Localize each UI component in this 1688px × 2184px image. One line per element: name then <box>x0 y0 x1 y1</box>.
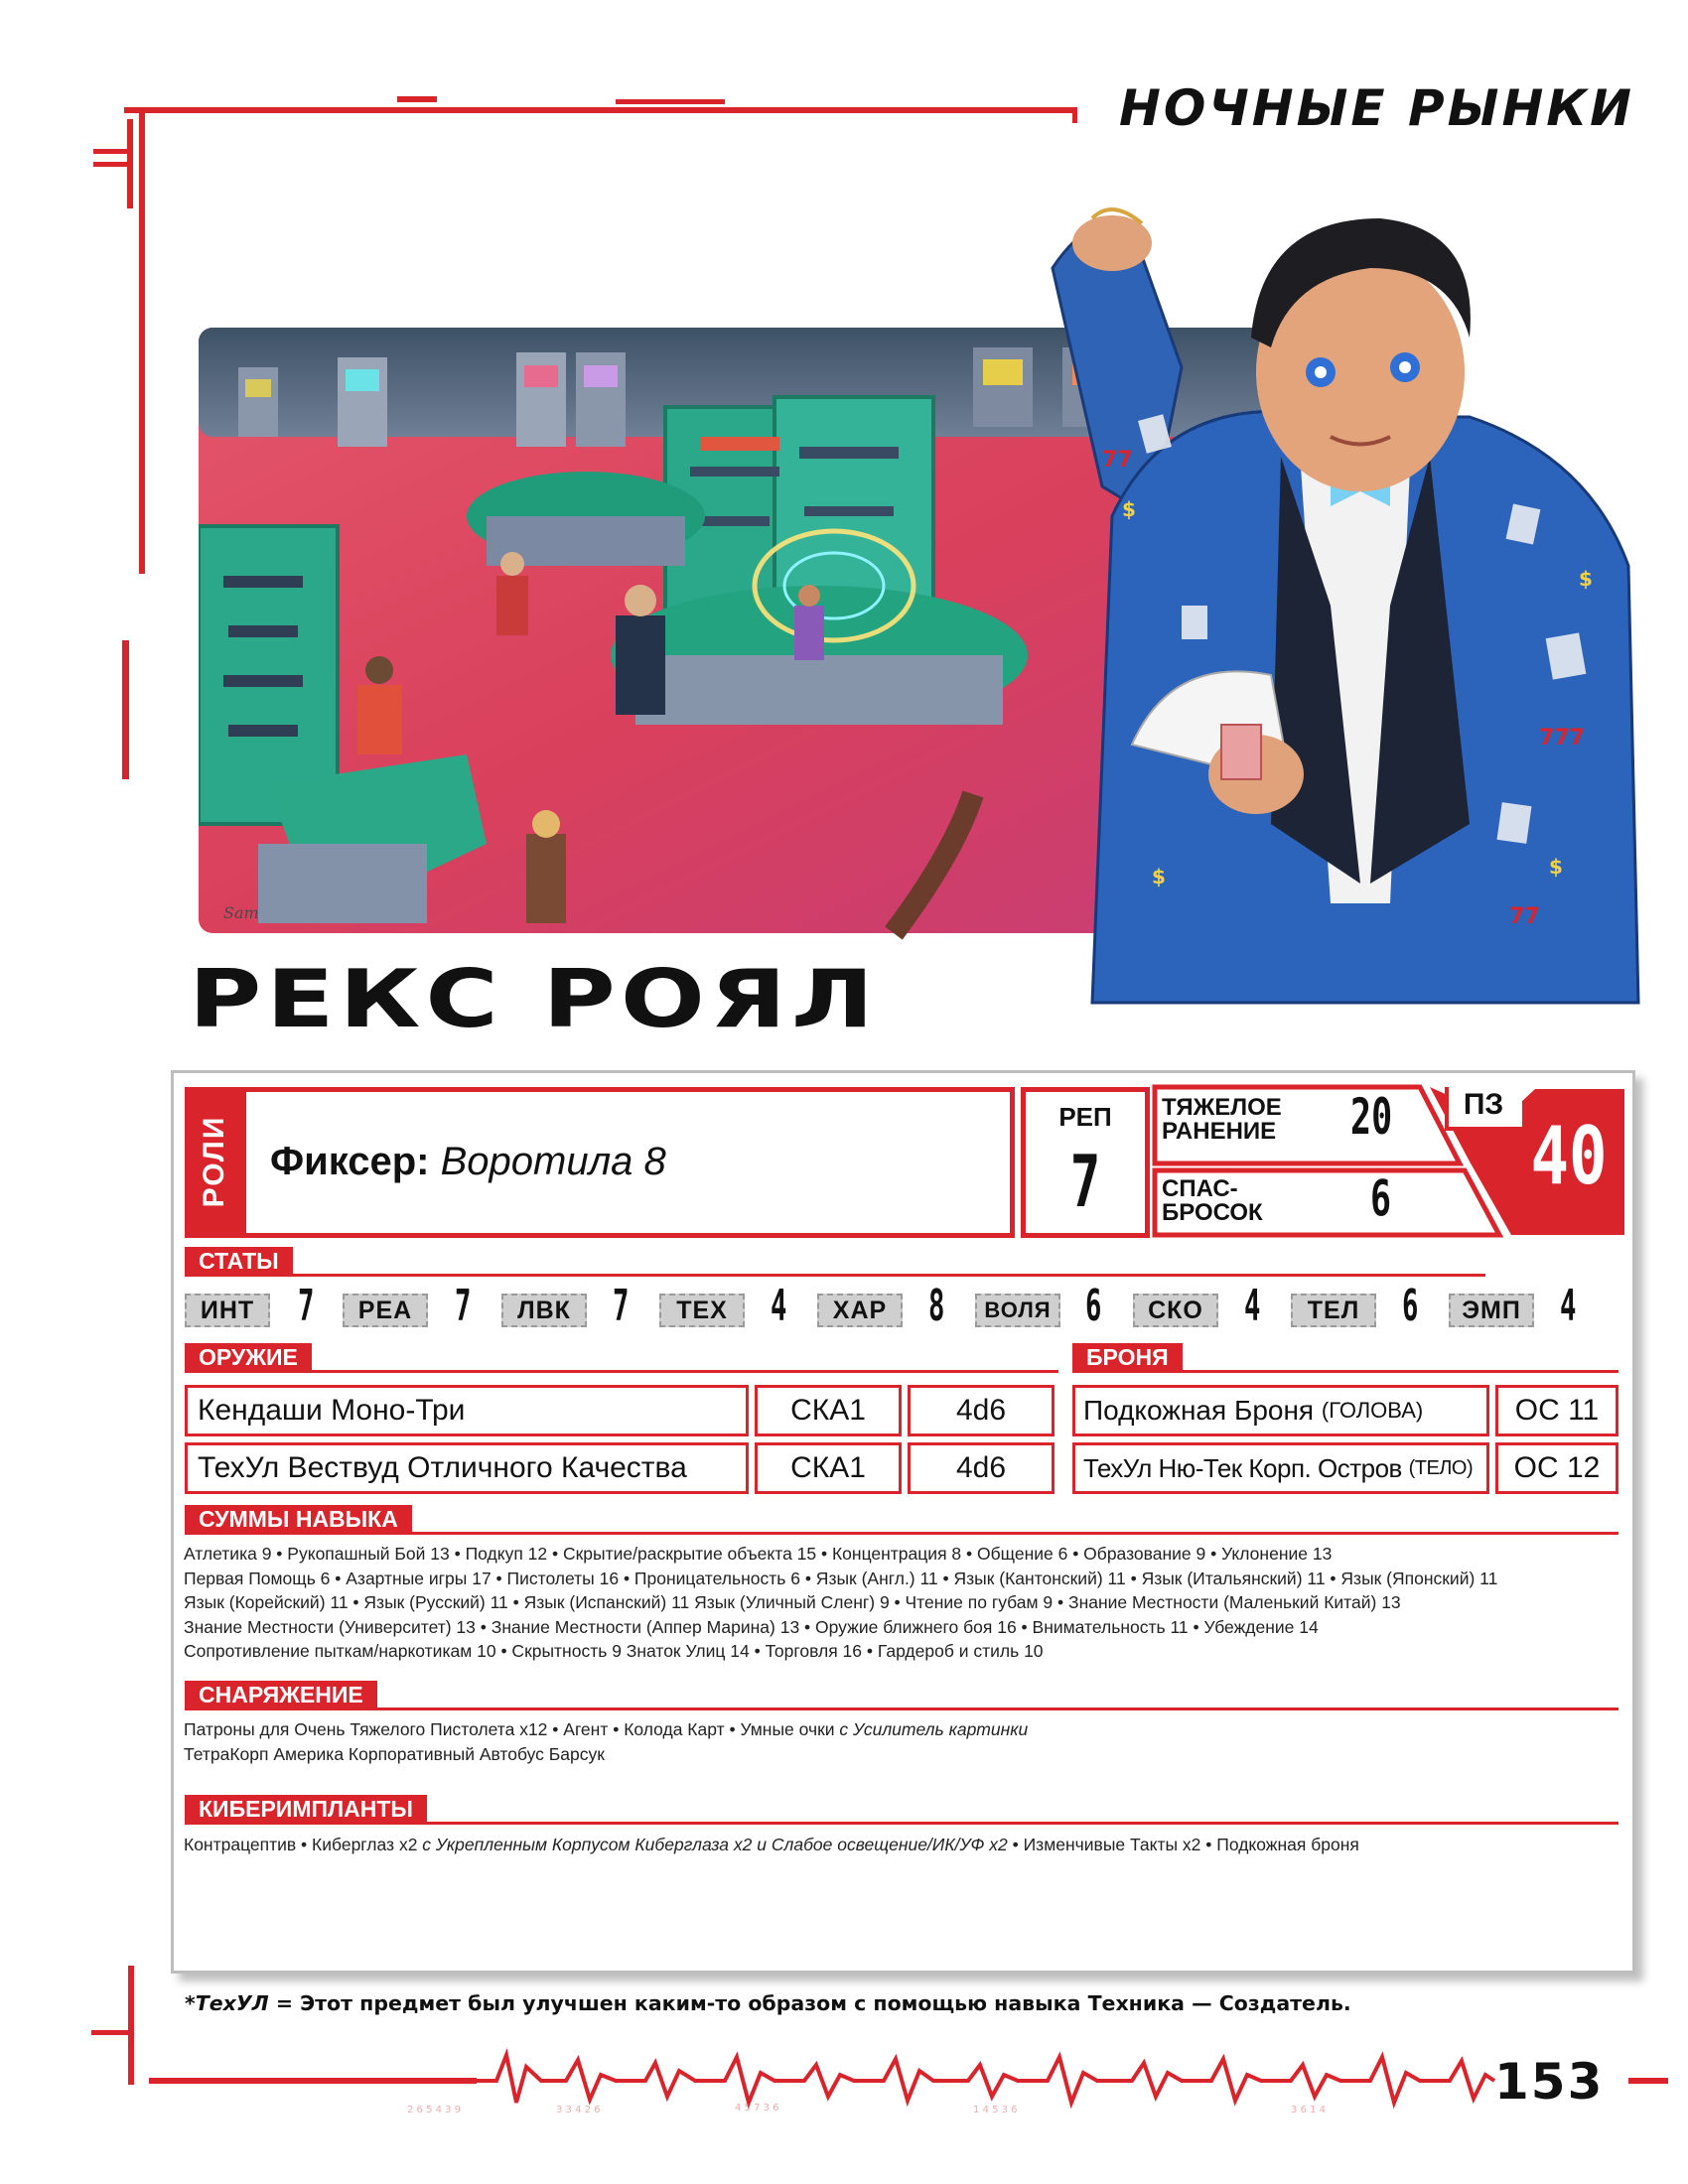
svg-text:$: $ <box>1579 567 1593 591</box>
footnote-term: *ТехУЛ <box>185 1991 269 2015</box>
page-number: 153 <box>1494 2053 1605 2111</box>
serious-wound-label-line2: РАНЕНИЕ <box>1162 1118 1277 1145</box>
gear-upgrade: с Усилитель картинки <box>839 1719 1029 1739</box>
rex-royal-portrait <box>1033 189 1658 1023</box>
armor-row-1-location: (ГОЛОВА) <box>1321 1398 1424 1423</box>
armor-row-2-label: ТехУл Ню-Тек Корп. Остров <box>1083 1452 1402 1483</box>
stat-value-emp: 4 <box>1560 1281 1577 1331</box>
weapon-row-1-rof: СКА1 <box>755 1385 902 1436</box>
weapons-section-label: ОРУЖИЕ <box>185 1343 312 1371</box>
svg-text:77: 77 <box>1509 904 1540 929</box>
weapon-row-1-name: Кендаши Моно-Три <box>185 1385 749 1436</box>
weapon-row-2-damage: 4d6 <box>908 1442 1055 1494</box>
role-class: Фиксер: <box>270 1140 430 1183</box>
hp-label: ПЗ <box>1463 1088 1504 1121</box>
stat-label-will: ВОЛЯ <box>975 1294 1060 1327</box>
weapons-divider <box>185 1370 1058 1373</box>
footnote-text: = Этот предмет был улучшен каким-то образом с помощью навыка Техника — Создатель. <box>275 1991 1351 2015</box>
chapter-title: НОЧНЫЕ РЫНКИ <box>1119 79 1634 137</box>
death-save-label-line1: СПАС- <box>1162 1175 1238 1202</box>
stats-divider <box>185 1274 1485 1277</box>
stat-value-int: 7 <box>298 1281 315 1331</box>
role-text <box>270 1140 666 1184</box>
armor-row-1-label: Подкожная Броня <box>1083 1395 1315 1426</box>
stat-label-tech: ТЕХ <box>659 1294 745 1327</box>
svg-text:3 6 1 4: 3 6 1 4 <box>1291 2105 1326 2116</box>
skills-line: Знание Местности (Университет) 13 • Знание Местности (Аппер Марина) 13 • Оружие ближнего боя 16 • Внимательность 11 • Убеждение 14 <box>184 1616 1319 1637</box>
cyberware-divider <box>185 1822 1618 1825</box>
cyberware-part-2: с Укрепленным Корпусом Киберглаза x2 и Слабое освещение/ИК/УФ x2 <box>422 1835 1008 1854</box>
serious-wound-label-line1: ТЯЖЕЛОЕ <box>1162 1094 1282 1121</box>
skills-line: Сопротивление пыткам/наркотикам 10 • Скрытность 9 Знаток Улиц 14 • Торговля 16 • Гардероб и стиль 10 <box>184 1641 1044 1661</box>
character-name: РЕКС РОЯЛ <box>189 953 879 1045</box>
weapon-row-2-rof: СКА1 <box>755 1442 902 1494</box>
death-save-value: 6 <box>1370 1169 1392 1227</box>
skills-line: Первая Помощь 6 • Азартные игры 17 • Пистолеты 16 • Проницательность 6 • Язык (Англ.) 11 • Язык (Кантонский) 11 • Язык (Итальянский) 11 • Язык (Японский) 11 <box>184 1568 1498 1588</box>
svg-text:$: $ <box>1152 865 1166 888</box>
footnote <box>185 1991 1351 2015</box>
stat-value-rea: 7 <box>455 1281 472 1331</box>
cyberware-part-3: • Изменчивые Такты x2 • Подкожная броня <box>1012 1835 1359 1854</box>
gear-section-label: СНАРЯЖЕНИЕ <box>185 1681 377 1708</box>
stat-value-dex: 7 <box>613 1281 630 1331</box>
svg-text:$: $ <box>1549 855 1563 879</box>
armor-row-2-location: (ТЕЛО) <box>1408 1456 1474 1479</box>
stat-label-move: СКО <box>1133 1294 1218 1327</box>
gear-items: Патроны для Очень Тяжелого Пистолета x12 • Агент • Колода Карт • Умные очки <box>184 1719 835 1739</box>
armor-section-label: БРОНЯ <box>1072 1343 1183 1371</box>
skills-list <box>184 1542 1604 1664</box>
armor-row-2-name <box>1072 1442 1489 1494</box>
cyberware-list <box>184 1833 1604 1857</box>
gear-list <box>184 1717 1604 1766</box>
cyberware-section-label: КИБЕРИМПЛАНТЫ <box>185 1795 427 1823</box>
rep-label: РЕП <box>1058 1102 1112 1132</box>
skills-line: Язык (Корейский) 11 • Язык (Русский) 11 • Язык (Испанский) 11 Язык (Уличный Сленг) 9 • Чтение по губам 9 • Знание Местности (Маленький Китай) 13 <box>184 1592 1401 1612</box>
gear-line-2: ТетраКорп Америка Корпоративный Автобус Барсук <box>184 1743 605 1764</box>
stat-label-dex: ЛВК <box>501 1294 587 1327</box>
role-label-text: РОЛИ <box>198 1115 230 1208</box>
hp-value: 40 <box>1530 1110 1608 1202</box>
svg-text:1 4 5 3 6: 1 4 5 3 6 <box>973 2105 1018 2116</box>
svg-text:$: $ <box>1122 497 1136 521</box>
svg-text:77: 77 <box>1102 448 1133 473</box>
stat-label-emp: ЭМП <box>1449 1294 1534 1327</box>
armor-row-2-sp: ОС 12 <box>1495 1442 1618 1494</box>
svg-text:3 3 4 2 6: 3 3 4 2 6 <box>556 2105 601 2116</box>
stat-label-body: ТЕЛ <box>1291 1294 1376 1327</box>
rep-value: 7 <box>1069 1140 1101 1223</box>
armor-row-1-name <box>1072 1385 1489 1436</box>
gear-divider <box>185 1707 1618 1710</box>
stats-section-label: СТАТЫ <box>185 1247 293 1275</box>
stat-value-tech: 4 <box>771 1281 787 1331</box>
svg-text:4 5 7 3 6: 4 5 7 3 6 <box>735 2103 779 2114</box>
weapon-row-1-damage: 4d6 <box>908 1385 1055 1436</box>
armor-divider <box>1072 1370 1618 1373</box>
svg-text:777: 777 <box>1539 726 1585 751</box>
stat-value-body: 6 <box>1402 1281 1419 1331</box>
death-save-label <box>1162 1177 1263 1225</box>
skills-section-label: СУММЫ НАВЫКА <box>185 1505 412 1533</box>
svg-text:2 6 5 4 3 9: 2 6 5 4 3 9 <box>407 2105 462 2116</box>
death-save-label-line2: БРОСОК <box>1162 1199 1263 1226</box>
stat-value-will: 6 <box>1085 1281 1102 1331</box>
artist-signature: Sam <box>223 903 259 922</box>
skills-line: Атлетика 9 • Рукопашный Бой 13 • Подкуп 12 • Скрытие/раскрытие объекта 15 • Концентрация 8 • Общение 6 • Образование 9 • Уклонение 13 <box>184 1544 1333 1564</box>
heartbeat-line <box>477 2055 1494 2103</box>
gear-line-1 <box>184 1717 1604 1742</box>
stat-label-int: ИНТ <box>185 1294 270 1327</box>
stat-value-move: 4 <box>1244 1281 1261 1331</box>
serious-wound-label <box>1162 1096 1282 1144</box>
weapon-row-2-name: ТехУл Вествуд Отличного Качества <box>185 1442 749 1494</box>
serious-wound-value: 20 <box>1350 1088 1393 1146</box>
armor-row-1-sp: ОС 11 <box>1495 1385 1618 1436</box>
stat-label-cool: ХАР <box>817 1294 903 1327</box>
stat-value-cool: 8 <box>928 1281 945 1331</box>
stat-label-rea: РЕА <box>343 1294 428 1327</box>
skills-divider <box>185 1532 1618 1535</box>
role-ability: Воротила 8 <box>440 1140 666 1183</box>
cyberware-part-1: Контрацептив • Киберглаз x2 <box>184 1835 418 1854</box>
